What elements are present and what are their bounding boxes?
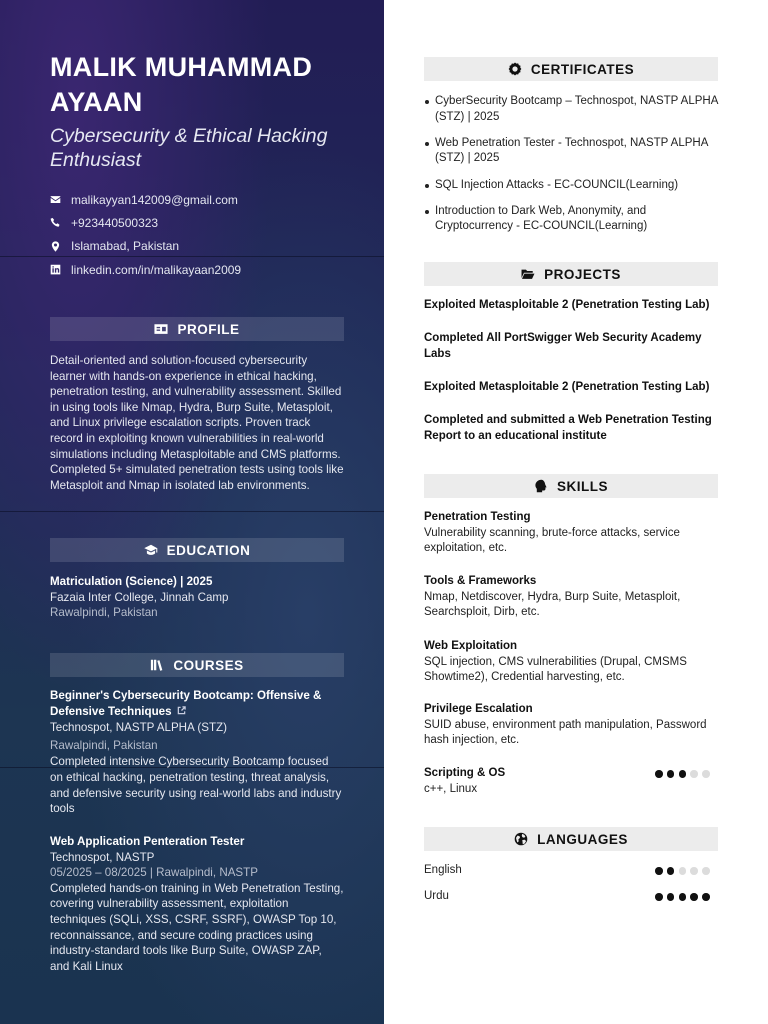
skill-title: Web Exploitation (424, 640, 518, 652)
level-dot (690, 867, 698, 875)
skill-title: Scripting & OS (424, 767, 506, 779)
course-meta: 05/2025 – 08/2025 | Rawalpindi, NASTP (50, 866, 258, 880)
email-text: malikayyan142009@gmail.com (71, 192, 238, 207)
skill-title: Penetration Testing (424, 511, 531, 523)
certificates-heading: CERTIFICATES (424, 57, 718, 81)
skill-level-dots (655, 770, 714, 778)
course-title: Web Application Penteration Tester (50, 835, 245, 848)
level-dot (702, 867, 710, 875)
course-org: Technospot, NASTP (50, 850, 155, 864)
project-item: Exploited Metasploitable 2 (Penetration Testing Lab) (424, 381, 710, 393)
education-heading: EDUCATION (50, 538, 344, 562)
level-dot (667, 770, 675, 778)
course-org: Technospot, NASTP ALPHA (STZ) (50, 721, 227, 735)
course-item (50, 688, 344, 817)
level-dot (655, 893, 663, 901)
linkedin-text: linkedin.com/in/malikayaan2009 (71, 262, 242, 277)
envelope-icon (50, 194, 71, 205)
profile-heading: PROFILE (50, 317, 344, 341)
folder-open-icon (521, 267, 535, 281)
skill-item (424, 639, 724, 686)
project-item: Completed and submitted a Web Penetration Testing Report to an educational institute (424, 414, 712, 442)
level-dot (667, 867, 675, 875)
level-dot (679, 893, 687, 901)
candidate-name: MALIK MUHAMMAD AYAAN (50, 52, 313, 117)
list-item: SQL Injection Attacks - EC-COUNCIL(Learning) (424, 178, 724, 194)
books-icon (150, 658, 164, 672)
skill-desc: SUID abuse, environment path manipulation, Password hash injection, etc. (424, 718, 707, 747)
contact-email[interactable] (50, 188, 241, 211)
level-dot (690, 770, 698, 778)
language-level-dots (655, 867, 714, 875)
skills-heading: SKILLS (424, 474, 718, 498)
location-text: Islamabad, Pakistan (71, 239, 180, 254)
level-dot (702, 770, 710, 778)
certificate-icon (508, 62, 522, 76)
skill-item (424, 574, 724, 621)
projects-heading: PROJECTS (424, 262, 718, 286)
contact-phone[interactable] (50, 211, 241, 234)
languages-heading: LANGUAGES (424, 827, 718, 851)
course-item (50, 834, 344, 974)
education-item (50, 574, 344, 621)
skill-desc: Vulnerability scanning, brute-force attacks, service exploitation, etc. (424, 526, 680, 555)
globe-icon (514, 832, 528, 846)
list-item: CyberSecurity Bootcamp – Technospot, NASTP ALPHA (STZ) | 2025 (424, 94, 724, 125)
course-desc: Completed intensive Cybersecurity Bootcamp focused on ethical hacking, penetration testing, threat analysis, and defensive security using real-world labs and industry tools (50, 755, 342, 816)
list-item: Web Penetration Tester - Technospot, NASTP ALPHA (STZ) | 2025 (424, 136, 724, 167)
project-item: Exploited Metasploitable 2 (Penetration Testing Lab) (424, 299, 710, 311)
level-dot (690, 893, 698, 901)
linkedin-icon (50, 264, 71, 275)
education-title: Matriculation (Science) | 2025 (50, 575, 213, 588)
contact-location (50, 235, 241, 258)
level-dot (679, 770, 687, 778)
project-item: Completed All PortSwigger Web Security Academy Labs (424, 332, 702, 360)
divider (0, 511, 384, 512)
level-dot (655, 867, 663, 875)
skill-title: Privilege Escalation (424, 703, 533, 715)
contact-list (50, 188, 241, 281)
skill-item (424, 510, 724, 557)
course-title[interactable]: Beginner's Cybersecurity Bootcamp: Offensive & Defensive Techniques (50, 689, 322, 718)
language-level-dots (655, 893, 714, 901)
education-school: Fazaia Inter College, Jinnah Camp (50, 590, 229, 604)
education-location: Rawalpindi, Pakistan (50, 606, 158, 620)
phone-icon (50, 217, 71, 228)
skill-desc: c++, Linux (424, 782, 478, 795)
map-pin-icon (50, 241, 71, 252)
level-dot (679, 867, 687, 875)
candidate-role: Cybersecurity & Ethical Hacking Enthusiast (50, 125, 328, 171)
language-name: English (424, 864, 462, 876)
list-item: Introduction to Dark Web, Anonymity, and Cryptocurrency - EC-COUNCIL(Learning) (424, 204, 724, 235)
skill-desc: Nmap, Netdiscover, Hydra, Burp Suite, Metasploit, Searchsploit, Dirb, etc. (424, 590, 681, 619)
skill-item (424, 702, 724, 749)
skill-title: Tools & Frameworks (424, 575, 537, 587)
external-link-icon[interactable] (177, 704, 186, 713)
id-card-icon (154, 322, 168, 336)
level-dot (702, 893, 710, 901)
level-dot (655, 770, 663, 778)
courses-heading: COURSES (50, 653, 344, 677)
course-meta: Rawalpindi, Pakistan (50, 738, 158, 752)
language-name: Urdu (424, 890, 449, 902)
phone-text: +923440500323 (71, 215, 159, 230)
level-dot (667, 893, 675, 901)
contact-linkedin[interactable] (50, 258, 241, 281)
certificates-list (424, 94, 724, 246)
profile-text: Detail-oriented and solution-focused cybersecurity learner with hands-on experience in ethical hacking, penetration testing, and vulnerability assessment. Skilled in using tools like Nmap, Hydra, Burp Suite, Metasploit, and Linux privilege escalation scripts. Proven track record in exploiting known vulnerabilities in real-world simulations including Metasploitable and CMS platforms. Completed 5+ simulated penetration tests using tools like Metasploit and Nmap in isolated lab environments. (50, 354, 344, 492)
graduation-cap-icon (144, 543, 158, 557)
course-desc: Completed hands-on training in Web Penetration Testing, covering vulnerability assessment, exploitation techniques (SQLi, XSS, CSRF, SSRF), OWASP Top 10, reconnaissance, and secure coding practices using industry-standard tools like Burp Suite, OWASP ZAP, and Kali Linux (50, 881, 344, 973)
skill-desc: SQL injection, CMS vulnerabilities (Drupal, CMSMS Showtime2), Credential harvesting, etc. (424, 655, 687, 684)
brain-head-icon (534, 479, 548, 493)
